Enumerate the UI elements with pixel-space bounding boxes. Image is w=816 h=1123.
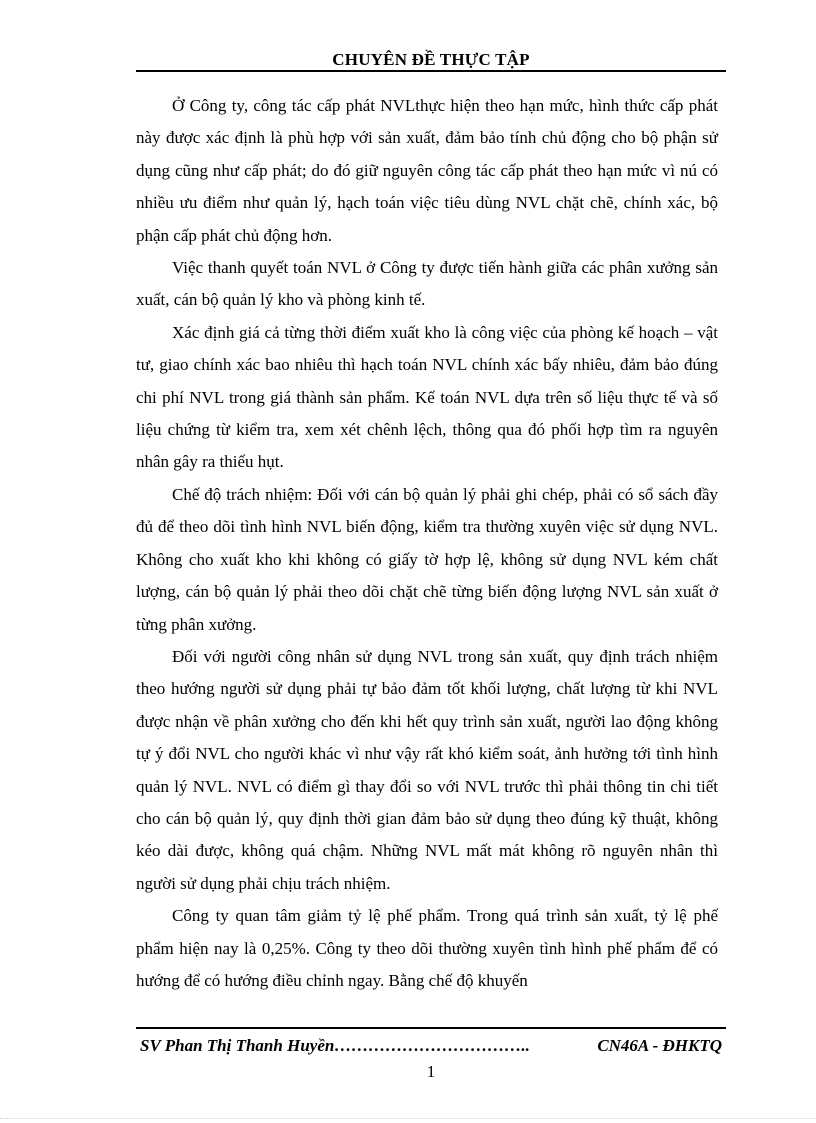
paragraph: Xác định giá cả từng thời điểm xuất kho là công việc của phòng kế hoạch – vật tư, giao chính xác bao nhiêu thì hạch toán NVL chính xác bấy nhiêu, đảm bảo đúng chi phí NVL trong giá thành sản phẩm. Kế toán NVL dựa trên số liệu thực tế và số liệu chứng từ kiểm tra, xem xét chênh lệch, thông qua đó phối hợp tìm ra nguyên nhân gây ra thiếu hụt. (136, 322, 718, 472)
document-body (136, 90, 718, 997)
paragraph: Việc thanh quyết toán NVL ở Công ty được tiến hành giữa các phân xưởng sản xuất, cán bộ quản lý kho và phòng kinh tế. (136, 258, 718, 310)
footer-leader-dots: …………………………….. (334, 1036, 530, 1055)
footer-author: SV Phan Thị Thanh Huyền (140, 1036, 335, 1055)
footer-divider (136, 1027, 726, 1029)
page-header-title: CHUYÊN ĐỀ THỰC TẬP (332, 50, 530, 69)
paragraph: Công ty quan tâm giảm tỷ lệ phế phẩm. Trong quá trình sản xuất, tỷ lệ phế phẩm hiện nay là 0,25%. Công ty theo dõi thường xuyên tình hình phế phẩm để có hướng để có hướng điều chỉnh ngay. Bằng chế độ khuyến (136, 906, 718, 990)
page-footer (140, 1036, 722, 1056)
paragraph: Đối với người công nhân sử dụng NVL trong sản xuất, quy định trách nhiệm theo hướng người sử dụng phải tự bảo đảm tốt khối lượng, chất lượng từ khi NVL được nhận về phân xưởng cho đến khi hết quy trình sản xuất, người lao động không tự ý đổi NVL cho người khác vì như vậy rất khó kiểm soát, ảnh hưởng tới tình hình quản lý NVL. NVL có điểm gì thay đổi so với NVL trước thì phải thông tin chi tiết cho cán bộ quản lý, quy định thời gian đảm bảo sử dụng theo đúng kỹ thuật, không kéo dài được, không quá chậm. Những NVL mất mát không rõ nguyên nhân thì người sử dụng phải chịu trách nhiệm. (136, 646, 718, 893)
paragraph: Ở Công ty, công tác cấp phát NVLthực hiện theo hạn mức, hình thức cấp phát này được xác định là phù hợp với sản xuất, đảm bảo tính chủ động cho bộ phận sử dụng cũng như cấp phát; do đó giữ nguyên công tác cấp phát theo hạn mức vì nú có nhiều ưu điểm như quản lý, hạch toán việc tiêu dùng NVL chặt chẽ, chính xác, bộ phận cấp phát chủ động hơn. (136, 96, 718, 245)
page-bottom-edge (0, 1118, 816, 1119)
footer-class: CN46A - ĐHKTQ (597, 1036, 722, 1055)
paragraph: Chế độ trách nhiệm: Đối với cán bộ quản lý phải ghi chép, phải có sổ sách đầy đủ để theo dõi tình hình NVL biến động, kiểm tra thường xuyên việc sử dụng NVL. Không cho xuất kho khi không có giấy tờ hợp lệ, không sử dụng NVL kém chất lượng, cán bộ quản lý phải theo dõi chặt chẽ từng biến động lượng NVL sản xuất ở từng phân xưởng. (136, 484, 718, 634)
header-divider (136, 70, 726, 72)
page-number: 1 (426, 1062, 436, 1081)
